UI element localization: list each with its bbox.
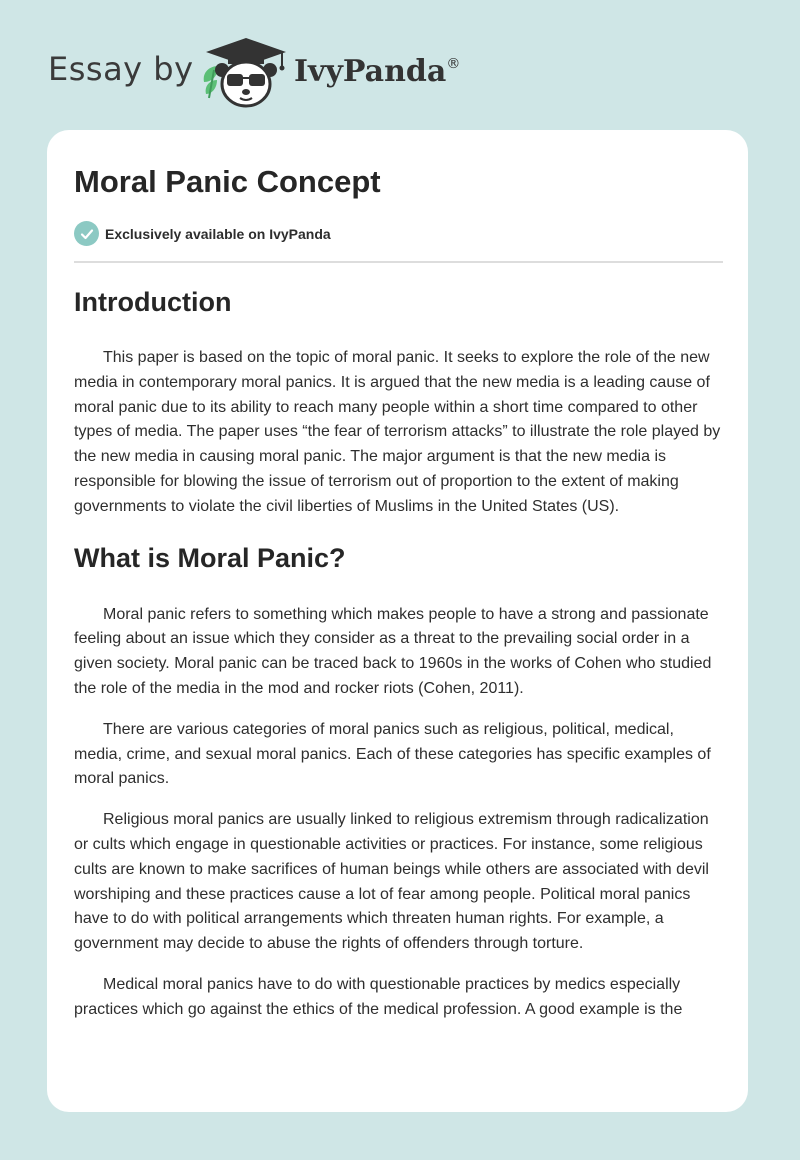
paragraph: There are various categories of moral panics such as religious, political, medical, media, crime, and sexual moral panics. Each of these categories has specific examples of moral panics. — [74, 720, 711, 788]
exclusive-badge — [74, 221, 331, 246]
paragraph: Religious moral panics are usually linked to religious extremism through radicalization or cults which engage in questionable activities or practices. For instance, some religious cults are known to make sacrifices of human beings while others are associated with devil worshiping and these practices cause a lot of fear among people. Political moral panics have to do with political arrangements which threaten human rights. For example, a government may decide to abuse the rights of offenders through torture. — [74, 811, 709, 953]
exclusive-badge-label: Exclusively available on IvyPanda — [105, 225, 331, 242]
title-divider — [74, 261, 723, 263]
paragraph: Moral panic refers to something which makes people to have a strong and passionate feeling about an issue which they consider as a threat to the prevailing social order in a given society. Moral panic can be traced back to 1960s in the works of Cohen who studied the role of the media in the mod and rocker riots (Cohen, 2011). — [74, 605, 712, 697]
panda-logo-icon[interactable] — [200, 36, 292, 110]
paragraph: Medical moral panics have to do with questionable practices by medics especially practices which go against the ethics of the medical profession. A good example is the — [74, 975, 683, 1018]
check-circle-icon — [74, 221, 99, 246]
article-card — [47, 130, 748, 1112]
section-heading-introduction: Introduction — [74, 287, 232, 317]
ivypanda-logo-text[interactable]: IvyPanda® — [294, 54, 461, 89]
article-body — [74, 282, 723, 1023]
section-heading-what-is-moral-panic: What is Moral Panic? — [74, 542, 346, 573]
paragraph: This paper is based on the topic of moral panic. It seeks to explore the role of the new media in contemporary moral panics. It is argued that the new media is a leading cause of moral panic due to its ability to reach many people within a short time compared to other types of media. The paper uses “the fear of terrorism attacks” to illustrate the role played by the new media in causing moral panic. The major argument is that the new media is responsible for blowing the issue of terrorism out of proportion to the extent of making governments to violate the civil liberties of Muslims in the United States (US). — [74, 349, 721, 515]
page-title: Moral Panic Concept — [74, 164, 381, 199]
essay-by-label: Essay by — [48, 50, 194, 88]
site-header — [0, 0, 800, 120]
